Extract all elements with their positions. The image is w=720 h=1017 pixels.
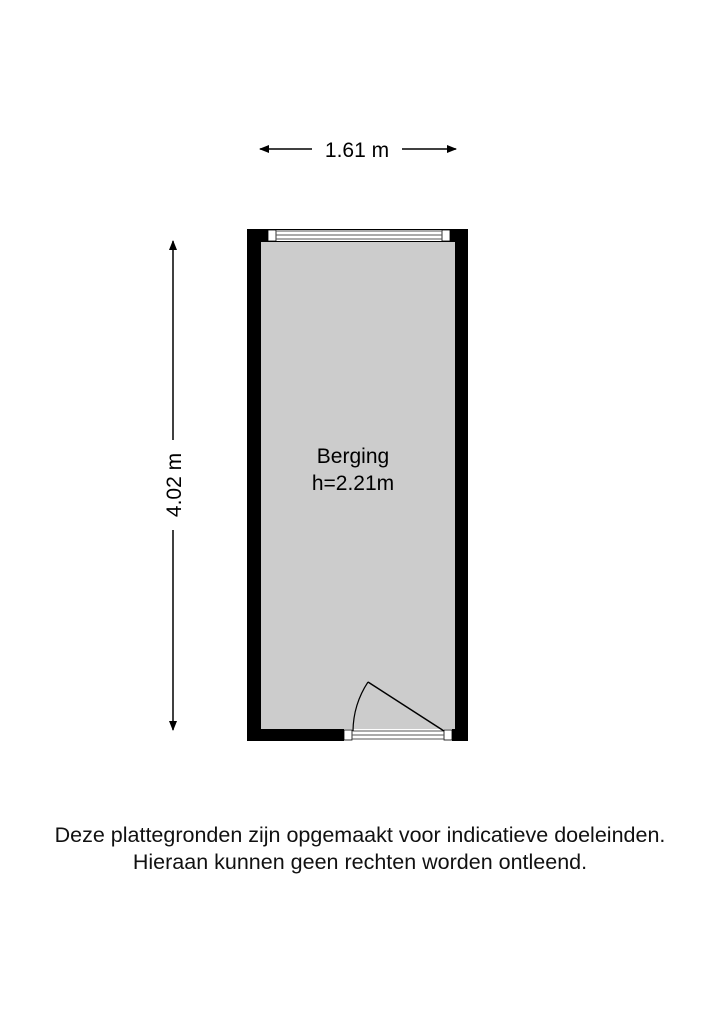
disclaimer-line-1: Deze plattegronden zijn opgemaakt voor indicatieve doeleinden.: [54, 823, 666, 847]
disclaimer-line-2: Hieraan kunnen geen rechten worden ontleend.: [132, 850, 588, 874]
length-label: 4.02 m: [163, 452, 186, 518]
room-height: h=2.21m: [311, 472, 395, 495]
length-dimension: [163, 241, 186, 730]
window-top: [268, 230, 450, 241]
disclaimer: [0, 822, 720, 876]
width-label: 1.61 m: [324, 139, 390, 162]
width-dimension: [260, 139, 456, 162]
room-name: Berging: [316, 445, 390, 468]
